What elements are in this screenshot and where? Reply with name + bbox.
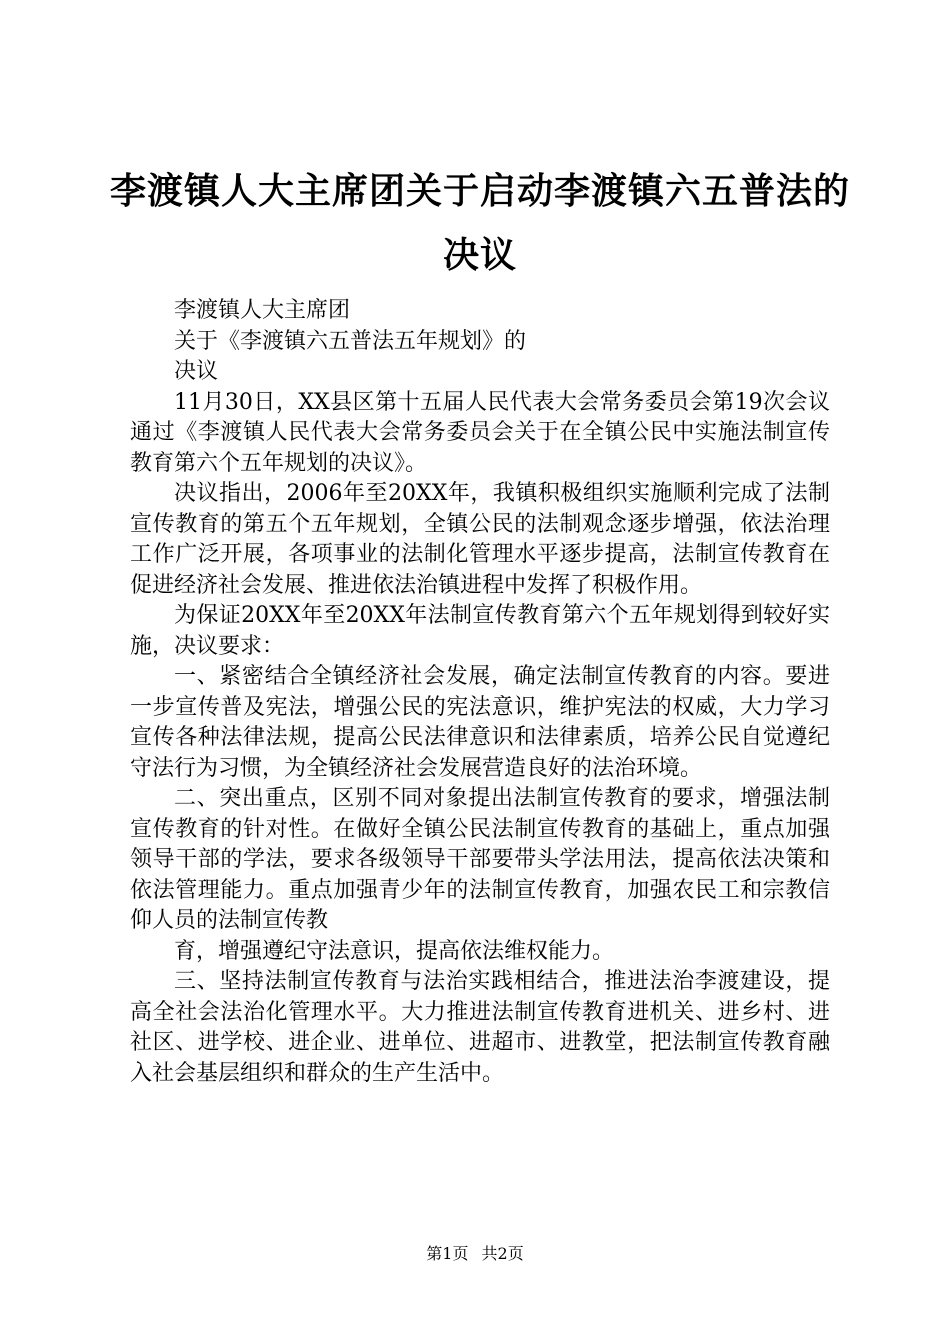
header-line: 关于《李渡镇六五普法五年规划》的 [174,328,527,354]
page-total: 共2页 [481,1244,524,1263]
page-footer [0,1244,950,1264]
paragraph: 为保证20XX年至20XX年法制宣传教育第六个五年规划得到较好实施，决议要求： [130,603,830,659]
header-line: 李渡镇人大主席团 [174,298,351,323]
page-number: 第1页 [426,1244,469,1263]
paragraph: 二、突出重点，区别不同对象提出法制宣传教育的要求，增强法制宣传教育的针对性。在做好全镇公民法制宣传教育的基础上，重点加强领导干部的学法，要求各级领导干部要带头学法用法，提高依法决策和依法管理能力。重点加强青少年的法制宣传教育，加强农民工和宗教信仰人员的法制宣传教 [130,786,830,933]
paragraph: 11月30日，XX县区第十五届人民代表大会常务委员会第19次会议通过《李渡镇人民代表大会常务委员会关于在全镇公民中实施法制宣传教育第六个五年规划的决议》。 [130,389,830,476]
paragraph: 一、紧密结合全镇经济社会发展，确定法制宣传教育的内容。要进一步宣传普及宪法，增强公民的宪法意识，维护宪法的权威，大力学习宣传各种法律法规，提高公民法律意识和法律素质，培养公民自觉遵纪守法行为习惯，为全镇经济社会发展营造良好的法治环境。 [130,664,830,781]
document-title: 李渡镇人大主席团关于启动李渡镇六五普法的决议 [110,171,851,276]
document-body [130,296,830,1089]
paragraph: 育，增强遵纪守法意识，提高依法维权能力。 [174,938,615,964]
paragraph: 决议指出，2006年至20XX年，我镇积极组织实施顺利完成了法制宣传教育的第五个五年规划，全镇公民的法制观念逐步增强，依法治理工作广泛开展，各项事业的法制化管理水平逐步提高，法制宣传教育在促进经济社会发展、推进依法治镇进程中发挥了积极作用。 [130,481,830,598]
header-line: 决议 [174,359,219,384]
paragraph: 三、坚持法制宣传教育与法治实践相结合，推进法治李渡建设，提高全社会法治化管理水平。大力推进法制宣传教育进机关、进乡村、进社区、进学校、进企业、进单位、进超市、进教堂，把法制宣传教育融入社会基层组织和群众的生产生活中。 [130,969,830,1086]
